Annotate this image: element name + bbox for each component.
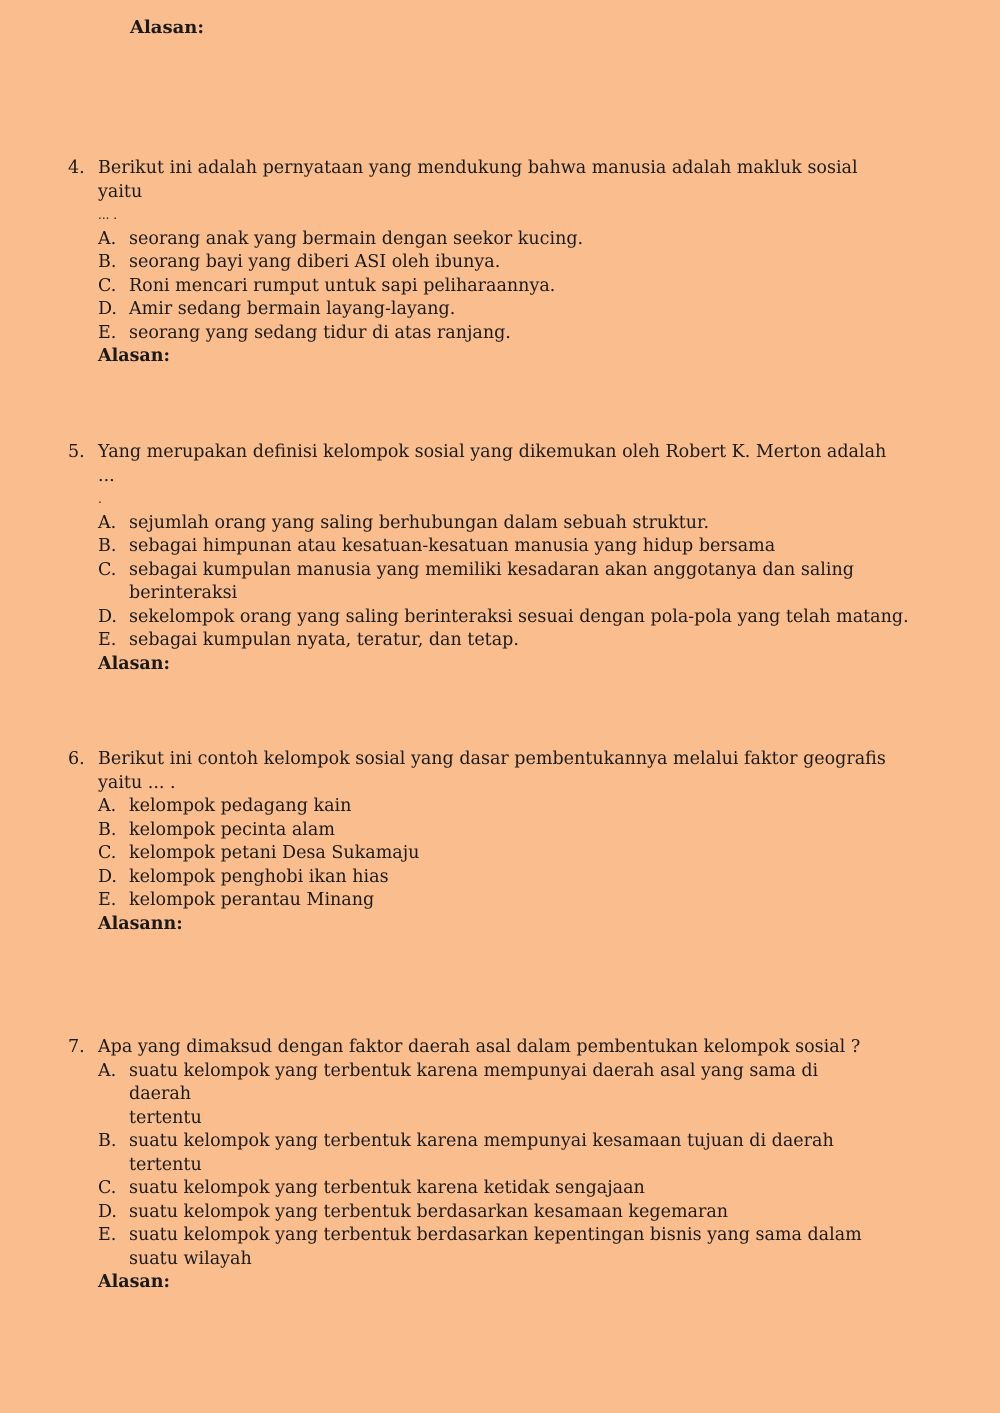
question-number: 5.: [68, 442, 85, 462]
question-number: 4.: [68, 158, 85, 178]
option-text: kelompok pedagang kain: [129, 796, 352, 816]
option-letter: A.: [98, 1060, 117, 1081]
option-e: [0, 629, 1000, 653]
option-letter: C.: [98, 1178, 117, 1198]
option-b: [0, 535, 1000, 559]
question-text: Berikut ini contoh kelompok sosial yang dasar pembentukannya melalui faktor geografis: [98, 749, 886, 769]
option-c: [0, 275, 1000, 299]
question-stem: [0, 1036, 1000, 1060]
option-e: [0, 1224, 1000, 1271]
option-letter: A.: [98, 512, 117, 533]
option-text: suatu kelompok yang terbentuk karena mempunyai daerah asal yang sama di daerah: [129, 1060, 819, 1104]
option-letter: B.: [98, 252, 117, 272]
question-number: 6.: [68, 749, 85, 769]
option-letter: D.: [98, 606, 117, 627]
option-d: [0, 606, 1000, 630]
option-text: Amir sedang bermain layang-layang.: [129, 299, 456, 319]
option-text-continuation: suatu wilayah: [129, 1248, 252, 1269]
question-text: Berikut ini adalah pernyataan yang mendukung bahwa manusia adalah makluk sosial yaitu: [98, 158, 858, 202]
question-text: Apa yang dimaksud dengan faktor daerah asal dalam pembentukan kelompok sosial ?: [98, 1037, 861, 1057]
question-text-continuation: ... .: [98, 208, 118, 222]
question-5: [0, 441, 1000, 676]
option-letter: B.: [98, 536, 117, 556]
option-text: suatu kelompok yang terbentuk karena mempunyai kesamaan tujuan di daerah: [129, 1131, 834, 1151]
option-letter: D.: [98, 866, 117, 887]
option-text: suatu kelompok yang terbentuk karena ketidak sengajaan: [129, 1178, 645, 1198]
option-text: kelompok petani Desa Sukamaju: [129, 843, 420, 863]
question-text-continuation: yaitu ... .: [98, 772, 176, 793]
alasan-label: Alasann:: [98, 913, 183, 934]
question-stem: [0, 748, 1000, 772]
option-text: suatu kelompok yang terbentuk berdasarkan kepentingan bisnis yang sama dalam: [129, 1225, 862, 1245]
option-d: [0, 1201, 1000, 1225]
option-letter: E.: [98, 322, 117, 343]
option-letter: D.: [98, 1201, 117, 1222]
question-6: [0, 748, 1000, 936]
option-text: sebagai kumpulan nyata, teratur, dan tetap.: [129, 630, 519, 650]
option-text-continuation: tertentu: [129, 1154, 202, 1175]
option-letter: A.: [98, 796, 117, 816]
option-letter: B.: [98, 1131, 117, 1151]
question-stem: [0, 157, 1000, 204]
option-text: sebagai kumpulan manusia yang memiliki kesadaran akan anggotanya dan saling: [129, 559, 854, 580]
option-letter: C.: [98, 275, 117, 296]
option-text-continuation: tertentu: [129, 1107, 202, 1128]
alasan-label: Alasan:: [98, 1272, 170, 1292]
option-letter: E.: [98, 630, 117, 650]
option-letter: A.: [98, 228, 117, 249]
alasan-label: Alasan:: [130, 17, 204, 38]
option-e: [0, 889, 1000, 913]
option-a: [0, 228, 1000, 252]
option-text: kelompok penghobi ikan hias: [129, 866, 389, 887]
option-a: [0, 512, 1000, 536]
option-text: suatu kelompok yang terbentuk berdasarkan kesamaan kegemaran: [129, 1201, 729, 1222]
question-7: [0, 1036, 1000, 1295]
option-text: seorang anak yang bermain dengan seekor kucing.: [129, 228, 584, 249]
question-4: [0, 157, 1000, 369]
option-letter: C.: [98, 559, 117, 580]
question-stem: [0, 441, 1000, 488]
option-c: [0, 842, 1000, 866]
option-text: kelompok perantau Minang: [129, 890, 375, 910]
option-d: [0, 298, 1000, 322]
option-text: sebagai himpunan atau kesatuan-kesatuan manusia yang hidup bersama: [129, 536, 776, 556]
option-text: seorang yang sedang tidur di atas ranjang.: [129, 322, 511, 343]
question-text-continuation: .: [98, 492, 102, 506]
option-e: [0, 322, 1000, 346]
option-a: [0, 795, 1000, 819]
option-text: seorang bayi yang diberi ASI oleh ibunya.: [129, 252, 501, 272]
option-letter: D.: [98, 299, 117, 319]
option-letter: B.: [98, 819, 117, 840]
option-text: kelompok pecinta alam: [129, 819, 335, 840]
alasan-label: Alasan:: [98, 653, 170, 674]
option-text: Roni mencari rumput untuk sapi peliharaannya.: [129, 275, 556, 296]
option-b: [0, 819, 1000, 843]
option-letter: E.: [98, 1225, 117, 1245]
option-letter: E.: [98, 890, 117, 910]
option-b: [0, 1130, 1000, 1177]
option-b: [0, 251, 1000, 275]
alasan-label: Alasan:: [98, 346, 170, 366]
option-c: [0, 559, 1000, 606]
option-text: sekelompok orang yang saling berinteraksi sesuai dengan pola-pola yang telah matang.: [129, 606, 909, 627]
option-letter: C.: [98, 843, 117, 863]
option-d: [0, 866, 1000, 890]
option-c: [0, 1177, 1000, 1201]
option-text: sejumlah orang yang saling berhubungan dalam sebuah struktur.: [129, 512, 710, 533]
option-text-continuation: berinteraksi: [129, 583, 238, 603]
option-a: [0, 1060, 1000, 1131]
question-number: 7.: [68, 1037, 85, 1057]
question-text: Yang merupakan definisi kelompok sosial yang dikemukan oleh Robert K. Merton adalah ...: [98, 442, 887, 486]
